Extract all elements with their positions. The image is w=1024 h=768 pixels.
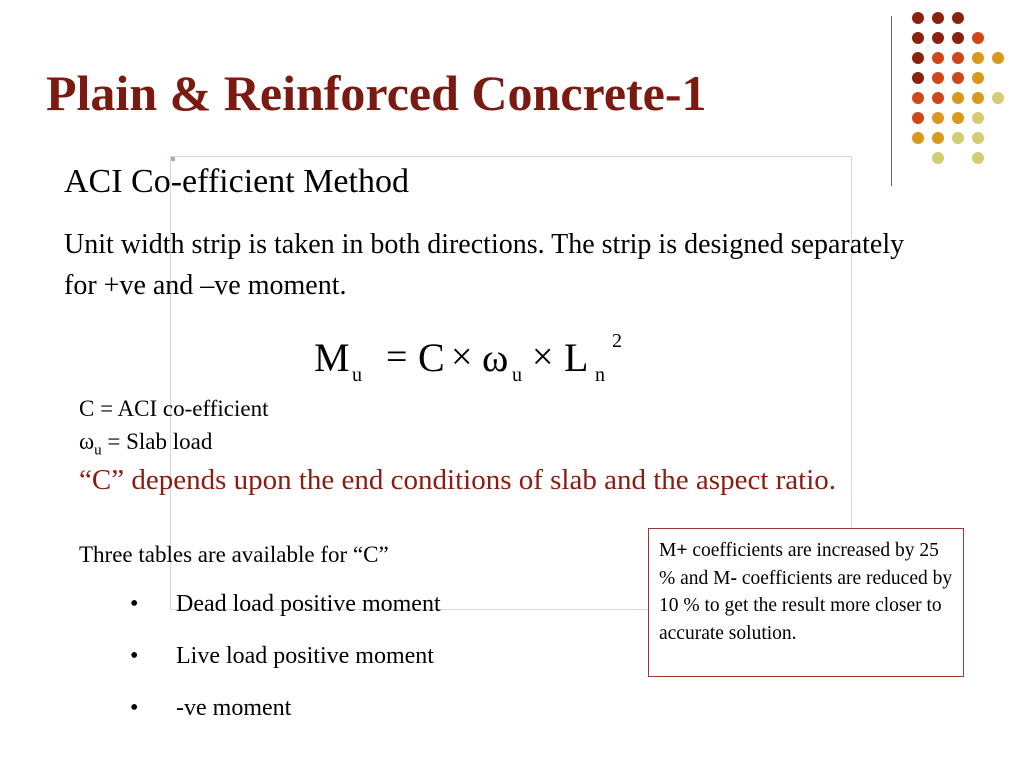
decorative-dot-icon xyxy=(932,32,944,44)
decorative-dot-icon xyxy=(932,132,944,144)
decorative-dot-icon xyxy=(992,92,1004,104)
slide-title: Plain & Reinforced Concrete-1 xyxy=(46,65,707,121)
list-item-label: -ve moment xyxy=(176,695,292,721)
decorative-dot-icon xyxy=(972,92,984,104)
embedded-object-marker xyxy=(171,157,175,161)
decorative-dot-icon xyxy=(932,72,944,84)
definition-omega-subscript: u xyxy=(94,442,102,459)
formula-l-superscript: 2 xyxy=(612,330,622,352)
formula-times-2: × xyxy=(532,336,554,378)
decorative-dot-icon xyxy=(972,52,984,64)
note-part-2: coefficients are reduced by 10 % to get the result more closer to accurate solution. xyxy=(659,567,953,644)
decorative-dot-icon xyxy=(912,132,924,144)
decorative-dot-icon xyxy=(992,52,1004,64)
formula-l-subscript: n xyxy=(595,364,605,386)
decorative-dot-icon xyxy=(952,72,964,84)
decorative-dot-icon xyxy=(952,92,964,104)
note-part-1: coefficients are increased by 25 % and M xyxy=(659,540,939,589)
note-m-plus: M xyxy=(659,540,677,561)
highlight-statement: “C” depends upon the end conditions of slab and the aspect ratio. xyxy=(79,464,837,496)
decorative-dot-icon xyxy=(972,32,984,44)
decorative-dot-icon xyxy=(912,92,924,104)
decorative-dot-icon xyxy=(932,12,944,24)
decorative-dot-icon xyxy=(952,132,964,144)
formula-times-1: × xyxy=(451,336,473,378)
bullet-icon: • xyxy=(130,643,139,669)
formula-equals: = xyxy=(386,336,408,378)
intro-paragraph: Unit width strip is taken in both directions. The strip is designed separately for +ve and –ve moment. xyxy=(64,229,905,301)
slide-subtitle: ACI Co-efficient Method xyxy=(64,163,409,200)
title-divider-line xyxy=(891,16,892,186)
decorative-dot-icon xyxy=(972,112,984,124)
note-minus-sign: - xyxy=(730,567,737,589)
list-item-label: Live load positive moment xyxy=(176,643,434,669)
decorative-dot-icon xyxy=(952,32,964,44)
note-plus-sign: + xyxy=(676,540,688,561)
formula-m-subscript: u xyxy=(352,364,362,386)
decorative-dot-icon xyxy=(912,112,924,124)
decorative-dot-icon xyxy=(912,72,924,84)
tables-intro: Three tables are available for “C” xyxy=(79,542,389,567)
bullet-icon: • xyxy=(130,695,139,721)
decorative-dot-icon xyxy=(952,112,964,124)
bullet-icon: • xyxy=(130,591,139,617)
symbol-definitions xyxy=(79,392,268,468)
decorative-dot-icon xyxy=(952,12,964,24)
decorative-dot-icon xyxy=(932,112,944,124)
formula-l: L xyxy=(564,335,589,380)
coefficient-note-box xyxy=(648,528,964,677)
formula-m: M xyxy=(314,335,350,380)
list-item xyxy=(130,591,441,643)
decorative-dot-icon xyxy=(912,52,924,64)
decorative-dot-icon xyxy=(932,52,944,64)
list-item-label: Dead load positive moment xyxy=(176,591,441,617)
decorative-dot-icon xyxy=(912,32,924,44)
formula-c: C xyxy=(418,335,445,380)
definition-omega-text: = Slab load xyxy=(101,429,213,454)
definition-omega-symbol: ω xyxy=(79,429,95,454)
formula-omega: ω xyxy=(482,335,509,380)
table-list xyxy=(130,591,441,747)
decorative-dot-icon xyxy=(932,152,944,164)
decorative-dot-icon xyxy=(972,152,984,164)
definition-c: C = ACI co-efficient xyxy=(79,396,269,421)
decorative-dot-icon xyxy=(952,52,964,64)
decorative-dot-icon xyxy=(932,92,944,104)
decorative-dot-icon xyxy=(972,72,984,84)
formula-omega-subscript: u xyxy=(512,364,522,386)
list-item xyxy=(130,643,441,695)
list-item xyxy=(130,695,441,747)
decorative-dot-icon xyxy=(972,132,984,144)
decorative-dot-icon xyxy=(912,12,924,24)
